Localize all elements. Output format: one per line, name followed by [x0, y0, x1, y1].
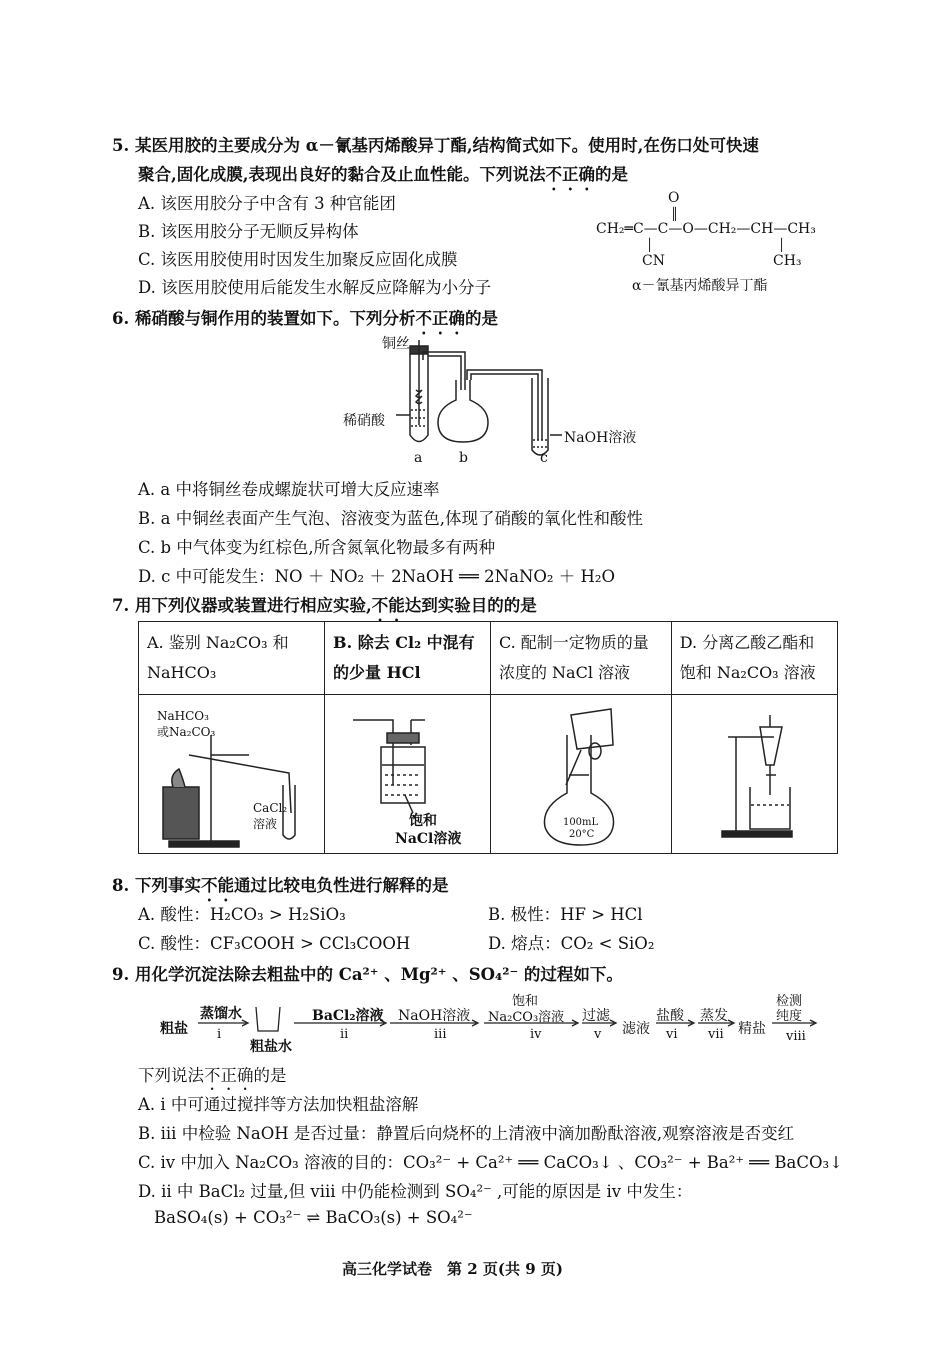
label-saturated: 饱和 [409, 813, 438, 829]
q8-stem: 8. 下列事实不能通过比较电负性进行解释的是 [112, 876, 449, 895]
q7-figure-b [325, 695, 491, 854]
q5-option-a: A. 该医用胶分子中含有 3 种官能团 [138, 194, 396, 213]
q7-header-d: D. 分离乙酸乙酯和饱和 Na₂CO₃ 溶液 [671, 622, 837, 695]
q8-option-d: D. 熔点：CO₂ < SiO₂ [488, 934, 655, 953]
flow-step8-label2: 纯度 [776, 1009, 803, 1024]
flow-step4-label1: 饱和 [512, 994, 539, 1009]
q8-option-a: A. 酸性：H₂CO₃ > H₂SiO₃ [138, 905, 346, 924]
flow-step2-label: BaCl₂溶液 [312, 1008, 384, 1024]
label-nahco3: NaHCO₃ [157, 709, 209, 723]
label-copper-wire: 铜丝 [382, 336, 410, 352]
label-a: a [414, 450, 423, 466]
flow-start: 粗盐 [160, 1021, 188, 1037]
q9-option-b: B. iii 中检验 NaOH 是否过量：静置后向烧杯的上清液中滴加酚酞溶液,观察溶液是否变红 [138, 1124, 795, 1143]
q5-option-c: C. 该医用胶使用时因发生加聚反应固化成膜 [138, 250, 458, 269]
formula-o: O [668, 190, 680, 206]
label-c: c [540, 450, 548, 466]
page-footer: 高三化学试卷 第 2 页(共 9 页) [342, 1260, 563, 1278]
label-cacl2: CaCl₂ [253, 801, 288, 815]
q5-stem-line1: 5. 某医用胶的主要成分为 α－氰基丙烯酸异丁酯,结构简式如下。使用时,在伤口处可快速 [112, 136, 759, 155]
flow-step4-index: iv [530, 1027, 542, 1042]
q6-stem: 6. 稀硝酸与铜作用的装置如下。下列分析不正确的是 [112, 309, 498, 328]
formula-cn: CN [642, 253, 665, 269]
flow-step5-label: 过滤 [582, 1008, 610, 1024]
label-naoh-solution: NaOH溶液 [564, 430, 637, 446]
flow-step7-label: 蒸发 [700, 1008, 728, 1024]
q6-option-a: A. a 中将铜丝卷成螺旋状可增大反应速率 [138, 480, 440, 499]
q7-figure-a [139, 695, 325, 854]
flow-step8-label1: 检测 [776, 994, 803, 1009]
q7-header-b: B. 除去 Cl₂ 中混有的少量 HCl [325, 622, 491, 695]
flow-step8-index: viii [786, 1029, 806, 1044]
q9-sub-stem: 下列说法不正确的是 [138, 1066, 287, 1085]
q6-option-b: B. a 中铜丝表面产生气泡、溶液变为蓝色,体现了硝酸的氧化性和酸性 [138, 509, 643, 528]
flow-step7-index: vii [708, 1027, 724, 1042]
q7-header-a: A. 鉴别 Na₂CO₃ 和 NaHCO₃ [139, 622, 325, 695]
label-100ml: 100mL [562, 817, 599, 828]
q9-stem: 9. 用化学沉淀法除去粗盐中的 Ca²⁺ 、Mg²⁺ 、SO₄²⁻ 的过程如下。 [112, 965, 623, 984]
flow-step6-index: vi [666, 1027, 678, 1042]
q9-option-d-line2: BaSO₄(s) + CO₃²⁻ ⇌ BaCO₃(s) + SO₄²⁻ [154, 1208, 473, 1227]
q7-stem: 7. 用下列仪器或装置进行相应实验,不能达到实验目的的是 [112, 596, 537, 615]
flow-step4-label2: Na₂CO₃溶液 [488, 1010, 565, 1025]
flow-step3-index: iii [434, 1027, 447, 1042]
q6-option-d: D. c 中可能发生：NO ＋ NO₂ ＋ 2NaOH ══ 2NaNO₂ ＋ H₂O [138, 567, 616, 586]
q8-option-b: B. 极性：HF > HCl [488, 905, 643, 924]
flow-step1-label: 蒸馏水 [200, 1006, 242, 1022]
flow-refined-salt: 精盐 [738, 1021, 766, 1037]
q7-table [138, 621, 838, 854]
q6-apparatus [330, 330, 660, 470]
q5-stem-line2: 聚合,固化成膜,表现出良好的黏合及止血性能。下列说法不正确的是 [138, 165, 628, 184]
q8-option-c: C. 酸性：CF₃COOH > CCl₃COOH [138, 934, 411, 953]
q7-figure-c [490, 695, 671, 854]
q9-option-a: A. i 中可通过搅拌等方法加快粗盐溶解 [138, 1095, 419, 1114]
q6-option-c: C. b 中气体变为红棕色,所含氮氧化物最多有两种 [138, 538, 496, 557]
flow-step6-label: 盐酸 [656, 1008, 684, 1024]
label-or-na2co3: 或Na₂CO₃ [157, 725, 216, 739]
formula-caption: α－氰基丙烯酸异丁酯 [632, 278, 768, 294]
q7-header-c: C. 配制一定物质的量浓度的 NaCl 溶液 [490, 622, 671, 695]
q5-option-d: D. 该医用胶使用后能发生水解反应降解为小分子 [138, 278, 492, 297]
formula-ch3: CH₃ [773, 253, 802, 269]
q9-option-d-line1: D. ii 中 BaCl₂ 过量,但 viii 中仍能检测到 SO₄²⁻ ,可能的原因是 iv 中发生： [138, 1182, 693, 1201]
flow-step3-label: NaOH溶液 [398, 1008, 471, 1024]
label-b: b [459, 450, 468, 466]
q7-figure-d [671, 695, 837, 854]
flow-beaker-label: 粗盐水 [250, 1039, 292, 1055]
label-solution: 溶液 [253, 817, 278, 831]
q5-option-b: B. 该医用胶分子无顺反异构体 [138, 222, 359, 241]
flow-step1-index: i [217, 1027, 222, 1042]
flow-step5-index: v [594, 1027, 602, 1042]
flow-filtrate: 滤液 [622, 1021, 650, 1037]
label-20c: 20°C [568, 829, 595, 840]
formula-main-chain: CH₂═C—C—O—CH₂—CH—CH₃ [596, 221, 816, 237]
label-dilute-nitric-acid: 稀硝酸 [343, 413, 385, 429]
label-nacl-solution: NaCl溶液 [395, 831, 462, 847]
q9-option-c: C. iv 中加入 Na₂CO₃ 溶液的目的：CO₃²⁻ + Ca²⁺ ══ CaCO₃↓ 、CO₃²⁻ + Ba²⁺ ══ BaCO₃↓ [138, 1153, 843, 1172]
flow-step2-index: ii [340, 1027, 349, 1042]
